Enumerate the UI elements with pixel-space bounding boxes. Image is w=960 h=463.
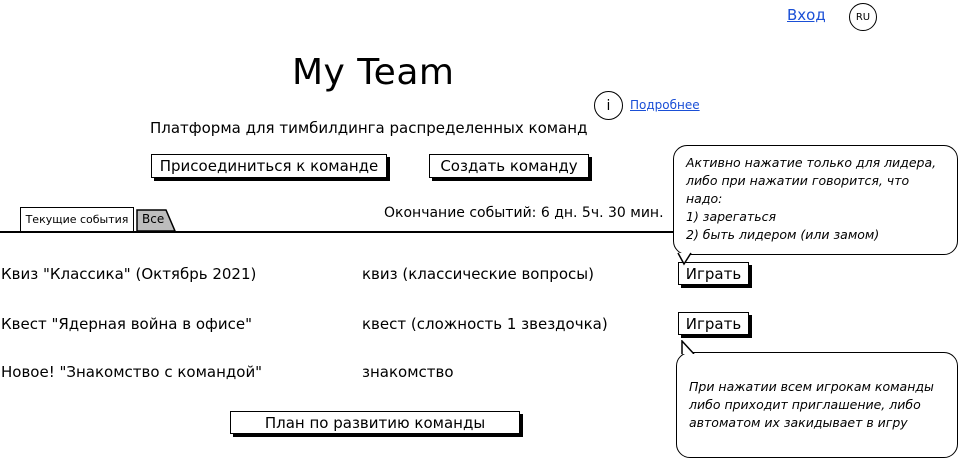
event-name: Квест "Ядерная война в офисе" [1, 315, 252, 333]
join-team-button[interactable]: Присоединиться к команде [151, 154, 387, 178]
tab-baseline [0, 231, 680, 233]
tab-current-events[interactable] [20, 207, 134, 231]
info-icon-glyph: i [606, 97, 611, 114]
callout-line: надо: [686, 191, 723, 206]
callout-line: либо при нажатии говорится, что [686, 173, 910, 188]
team-development-plan-button[interactable]: План по развитию команды [230, 411, 520, 434]
event-type: квиз (классические вопросы) [362, 265, 594, 283]
callout-line: 1) зарегаться [686, 209, 777, 224]
tab-all-events[interactable] [136, 209, 176, 231]
event-name: Новое! "Знакомство с командой" [1, 363, 263, 381]
play-button[interactable]: Играть [678, 262, 749, 285]
info-icon[interactable] [594, 91, 623, 120]
language-label: RU [855, 11, 871, 23]
event-type: квест (сложность 1 звездочка) [362, 315, 608, 333]
more-info-link[interactable]: Подробнее [630, 98, 700, 112]
language-switcher[interactable] [849, 3, 877, 31]
callout-line: автоматом их закидывает в игру [689, 415, 908, 430]
create-team-button[interactable]: Создать команду [429, 154, 589, 178]
event-name: Квиз "Классика" (Октябрь 2021) [1, 265, 257, 283]
events-end-timer: Окончание событий: 6 дн. 5ч. 30 мин. [384, 205, 664, 221]
app-title: My Team [292, 52, 455, 93]
event-type: знакомство [362, 363, 454, 381]
callout-line: 2) быть лидером (или замом) [686, 227, 880, 242]
callout-line: Активно нажатие только для лидера, [686, 155, 937, 170]
play-button[interactable]: Играть [678, 312, 749, 335]
tab-current-events-label: Текущие события [25, 213, 129, 226]
invite-callout [676, 352, 958, 458]
invite-callout-tail [678, 340, 700, 354]
callout-line: При нажатии всем игрокам команды [689, 379, 934, 394]
platform-subtitle: Платформа для тимбилдинга распределенных команд [150, 119, 588, 137]
leader-callout [673, 145, 958, 255]
callout-line: либо приходит приглашение, либо [689, 397, 921, 412]
leader-callout-tail [676, 252, 696, 266]
login-link[interactable]: Вход [787, 6, 826, 24]
tab-all-events-label: Все [142, 212, 165, 226]
